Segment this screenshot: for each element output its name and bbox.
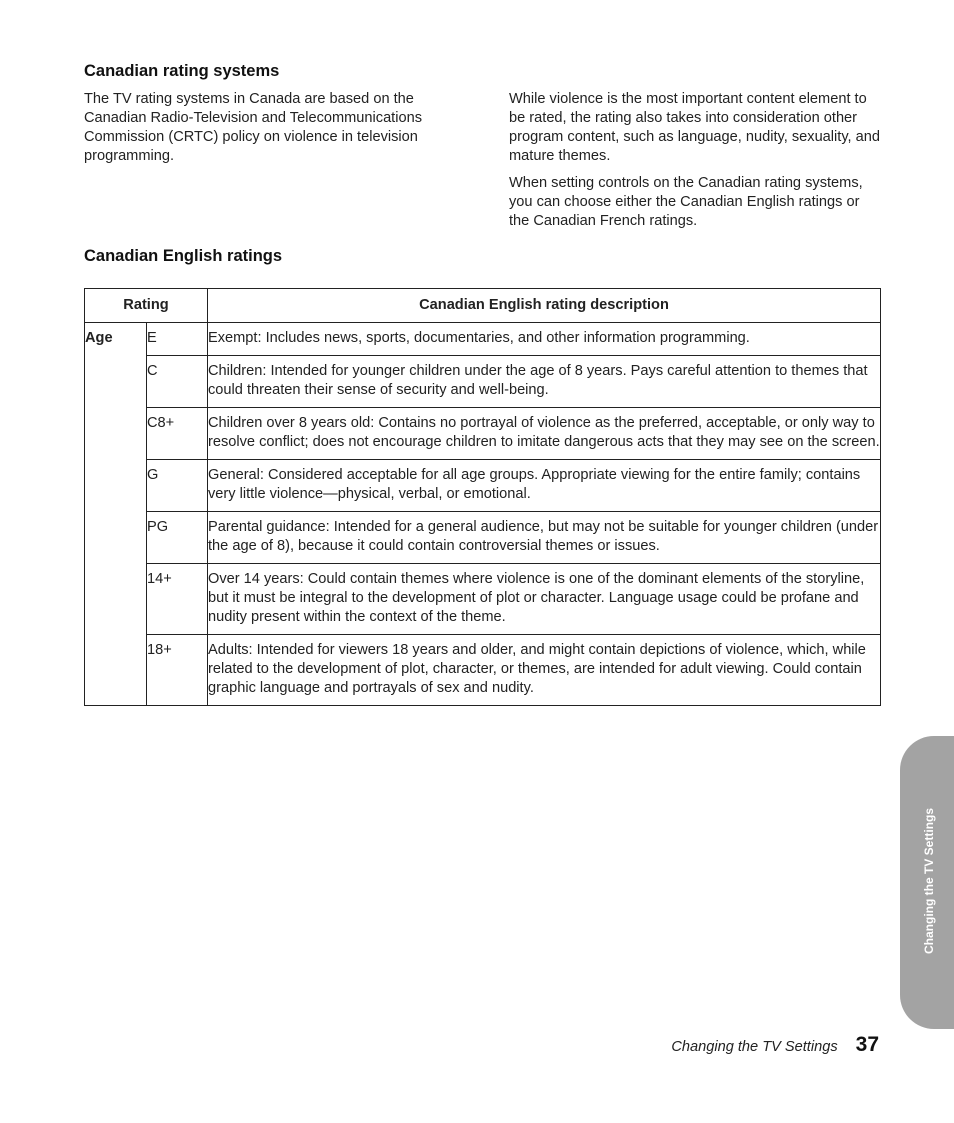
rating-column-header: Rating <box>85 289 208 323</box>
rating-code: 14+ <box>147 564 208 635</box>
rating-code: E <box>147 323 208 356</box>
table-header-row <box>85 289 881 323</box>
rating-description: Children: Intended for younger children under the age of 8 years. Pays careful attention to themes that could threaten their sense of security and well-being. <box>208 356 881 408</box>
section-heading-rating-systems: Canadian rating systems <box>84 62 280 80</box>
table-row <box>85 323 881 356</box>
chapter-side-tab-label: Changing the TV Settings <box>922 808 936 954</box>
intro-paragraph: When setting controls on the Canadian rating systems, you can choose either the Canadian English ratings or the Canadian French ratings. <box>509 175 863 229</box>
rating-code: G <box>147 460 208 512</box>
rating-description: Adults: Intended for viewers 18 years and older, and might contain depictions of violence, which, while related to the development of plot, character, or themes, are intended for adult viewing. Could contain graphic language and portrayals of sex and nudity. <box>208 635 881 706</box>
page-footer <box>671 1033 879 1057</box>
footer-chapter-title: Changing the TV Settings <box>671 1039 838 1055</box>
intro-paragraph: The TV rating systems in Canada are based on the Canadian Radio-Television and Telecommunications Commission (CRTC) policy on violence in television programming. <box>84 91 423 164</box>
rating-code: PG <box>147 512 208 564</box>
rating-code: 18+ <box>147 635 208 706</box>
table-row <box>85 512 881 564</box>
table-row <box>85 356 881 408</box>
rating-code: C <box>147 356 208 408</box>
intro-right-column <box>509 90 883 239</box>
age-group-label: Age <box>85 323 147 706</box>
rating-description: Children over 8 years old: Contains no portrayal of violence as the preferred, acceptable, or only way to resolve conflict; does not encourage children to imitate dangerous acts that they may see on the screen. <box>208 408 881 460</box>
rating-code: C8+ <box>147 408 208 460</box>
rating-description: Over 14 years: Could contain themes where violence is one of the dominant elements of the storyline, but it must be integral to the development of plot or character. Language usage could be profane and nudity present within the context of the theme. <box>208 564 881 635</box>
rating-description: Exempt: Includes news, sports, documentaries, and other information programming. <box>208 323 881 356</box>
page-number: 37 <box>855 1033 879 1056</box>
english-ratings-table <box>84 288 881 706</box>
intro-paragraph: While violence is the most important content element to be rated, the rating also takes into consideration other program content, such as language, nudity, sexuality, and mature themes. <box>509 91 881 164</box>
table-row <box>85 460 881 512</box>
description-column-header: Canadian English rating description <box>208 289 881 323</box>
table-row <box>85 635 881 706</box>
section-heading-english-ratings: Canadian English ratings <box>84 247 283 265</box>
intro-left-column <box>84 90 464 174</box>
table-row <box>85 564 881 635</box>
rating-description: General: Considered acceptable for all age groups. Appropriate viewing for the entire family; contains very little violence—physical, verbal, or emotional. <box>208 460 881 512</box>
rating-description: Parental guidance: Intended for a general audience, but may not be suitable for younger children (under the age of 8), because it could contain controversial themes or issues. <box>208 512 881 564</box>
table-row <box>85 408 881 460</box>
